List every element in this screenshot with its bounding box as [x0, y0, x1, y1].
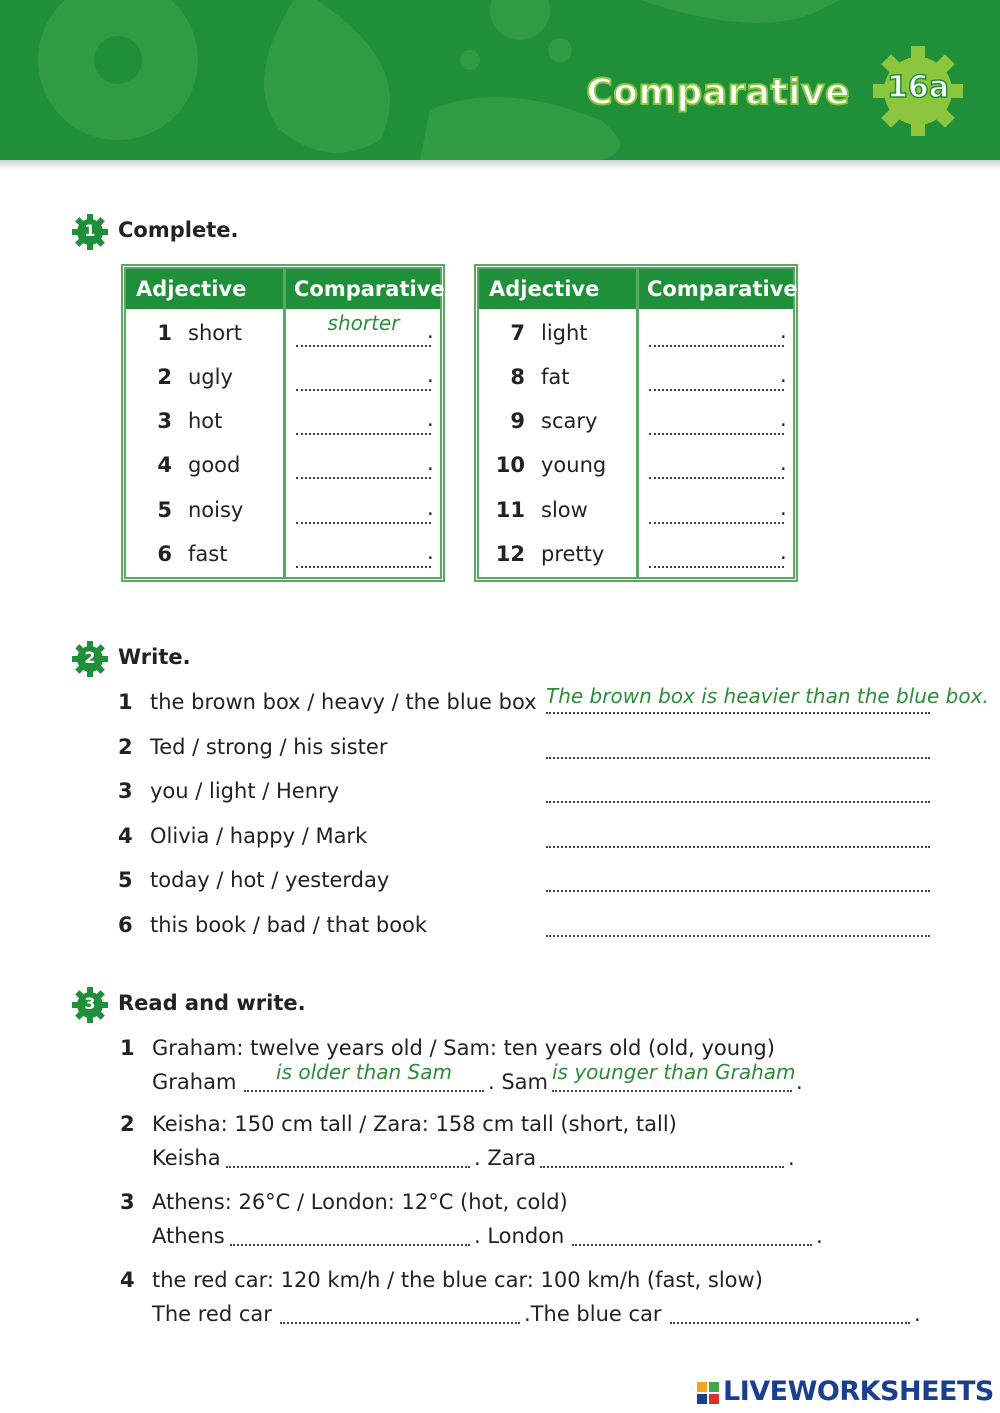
- adjective-word: hot: [188, 409, 223, 433]
- item-prompt: Olivia / happy / Mark: [150, 824, 368, 848]
- item-number: 1: [120, 1036, 135, 1060]
- answer-line[interactable]: [649, 512, 784, 524]
- write-item: [118, 913, 948, 947]
- subject-1: Keisha: [152, 1146, 221, 1170]
- item-prompt: Graham: twelve years old / Sam: ten years old (old, young): [152, 1036, 775, 1060]
- answer-2: is younger than Graham: [552, 1060, 796, 1084]
- row-number: 3: [157, 409, 172, 433]
- write-item: [118, 684, 989, 724]
- end-mark: .: [427, 363, 434, 387]
- row-number: 10: [495, 453, 525, 477]
- answer-line-1[interactable]: [226, 1166, 470, 1168]
- brand-name: LIVEWORKSHEETS: [723, 1376, 994, 1407]
- section-title: Write.: [118, 645, 191, 669]
- write-item: [118, 824, 948, 858]
- adjective-word: noisy: [188, 498, 244, 522]
- row-number: 6: [157, 542, 172, 566]
- unit-badge: [868, 46, 968, 136]
- end-mark: .: [780, 451, 787, 475]
- subject-1: The red car: [152, 1302, 272, 1326]
- item-prompt: today / hot / yesterday: [150, 868, 390, 892]
- column-header-adjective: Adjective: [126, 269, 284, 309]
- end-mark: .: [780, 496, 787, 520]
- row-number: 5: [157, 498, 172, 522]
- answer-line[interactable]: [546, 801, 930, 803]
- table-row: [126, 365, 440, 409]
- row-number: 4: [157, 453, 172, 477]
- table-row: [479, 409, 793, 453]
- end-mark: .: [427, 540, 434, 564]
- section-title: Read and write.: [118, 991, 306, 1015]
- answer-sentence: [152, 1060, 942, 1100]
- answer-line-2[interactable]: [670, 1322, 910, 1324]
- item-number: 2: [118, 735, 133, 759]
- subject-2: . Sam: [488, 1070, 549, 1094]
- subject-2: . Zara: [474, 1146, 537, 1170]
- answer-line[interactable]: [296, 335, 431, 347]
- answer-text: shorter: [327, 311, 400, 335]
- item-number: 6: [118, 913, 133, 937]
- answer-line[interactable]: [546, 757, 930, 759]
- table-row: [479, 453, 793, 497]
- row-number: 2: [157, 365, 172, 389]
- item-prompt: you / light / Henry: [150, 779, 340, 803]
- table-row: [126, 311, 440, 365]
- answer-line[interactable]: [296, 512, 431, 524]
- column-header-comparative: Comparative: [286, 269, 440, 309]
- end-mark: .: [427, 319, 434, 343]
- item-prompt: the red car: 120 km/h / the blue car: 100 km/h (fast, slow): [152, 1268, 763, 1292]
- write-item: [118, 779, 948, 813]
- answer-line-2[interactable]: [572, 1244, 812, 1246]
- adjective-word: light: [541, 321, 588, 345]
- answer-line[interactable]: [296, 467, 431, 479]
- table-row: [126, 498, 440, 542]
- end-mark: .: [427, 451, 434, 475]
- end-mark: .: [780, 363, 787, 387]
- table-row: [479, 498, 793, 542]
- end-mark: .: [914, 1302, 921, 1326]
- answer-line-2[interactable]: [540, 1166, 784, 1168]
- table-row: [479, 365, 793, 409]
- item-prompt: the brown box / heavy / the blue box: [150, 690, 537, 714]
- row-number: 7: [510, 321, 525, 345]
- adjective-word: ugly: [188, 365, 233, 389]
- item-number: 4: [118, 824, 133, 848]
- table-row: [479, 542, 793, 586]
- header-banner: [0, 0, 1000, 160]
- item-number: 2: [120, 1112, 135, 1136]
- table-row: [126, 453, 440, 497]
- answer-1: is older than Sam: [276, 1060, 452, 1084]
- end-mark: .: [427, 407, 434, 431]
- answer-line[interactable]: [546, 846, 930, 848]
- unit-number: 16a: [887, 70, 949, 105]
- answer-line[interactable]: [546, 890, 930, 892]
- item-number: 1: [118, 690, 133, 714]
- column-header-adjective: Adjective: [479, 269, 637, 309]
- end-mark: .: [796, 1070, 803, 1094]
- answer-line[interactable]: [649, 335, 784, 347]
- answer-sentence: [152, 1224, 942, 1254]
- column-header-comparative: Comparative: [639, 269, 793, 309]
- subject-2: .The blue car: [524, 1302, 662, 1326]
- adjective-word: scary: [541, 409, 598, 433]
- item-prompt: Ted / strong / his sister: [150, 735, 388, 759]
- item-prompt: Athens: 26°C / London: 12°C (hot, cold): [152, 1190, 568, 1214]
- end-mark: .: [427, 496, 434, 520]
- row-number: 12: [495, 542, 525, 566]
- end-mark: .: [780, 540, 787, 564]
- item-prompt: Keisha: 150 cm tall / Zara: 158 cm tall (short, tall): [152, 1112, 677, 1136]
- answer-sentence: [152, 1146, 942, 1176]
- subject-2: . London: [474, 1224, 565, 1248]
- adjective-word: young: [541, 453, 607, 477]
- item-number: 3: [120, 1190, 135, 1214]
- answer-line[interactable]: [649, 379, 784, 391]
- write-item: [118, 735, 948, 769]
- answer-line[interactable]: [546, 935, 930, 937]
- adjective-table-1: [121, 264, 445, 582]
- answer-line[interactable]: [296, 423, 431, 435]
- end-mark: .: [788, 1146, 795, 1170]
- adjective-word: slow: [541, 498, 588, 522]
- table-row: [126, 542, 440, 586]
- gear-pattern-decoration: [0, 0, 1000, 160]
- answer-text: The brown box is heavier than the blue box.: [546, 684, 989, 708]
- divider: [0, 160, 1000, 170]
- table-row: [479, 321, 793, 365]
- section-number: 2: [84, 648, 96, 667]
- adjective-table-2: [474, 264, 798, 582]
- adjective-word: pretty: [541, 542, 605, 566]
- answer-line-1[interactable]: [244, 1090, 484, 1092]
- page-title: Comparative: [586, 72, 850, 113]
- answer-line-2[interactable]: [552, 1090, 792, 1092]
- subject-1: Graham: [152, 1070, 237, 1094]
- row-number: 8: [510, 365, 525, 389]
- adjective-word: fast: [188, 542, 228, 566]
- row-number: 1: [157, 321, 172, 345]
- answer-line[interactable]: [649, 556, 784, 568]
- answer-line-1[interactable]: [280, 1322, 520, 1324]
- adjective-word: good: [188, 453, 241, 477]
- answer-sentence: [152, 1302, 942, 1332]
- section-number: 1: [84, 221, 96, 240]
- answer-line[interactable]: [296, 379, 431, 391]
- liveworksheets-icon: [697, 1382, 719, 1404]
- answer-line[interactable]: [649, 467, 784, 479]
- answer-line[interactable]: [649, 423, 784, 435]
- write-item: [118, 868, 948, 902]
- adjective-word: short: [188, 321, 242, 345]
- answer-line[interactable]: [296, 556, 431, 568]
- table-row: [126, 409, 440, 453]
- row-number: 11: [495, 498, 525, 522]
- item-number: 3: [118, 779, 133, 803]
- answer-line[interactable]: [546, 712, 930, 714]
- item-prompt: this book / bad / that book: [150, 913, 428, 937]
- end-mark: .: [780, 407, 787, 431]
- subject-1: Athens: [152, 1224, 225, 1248]
- item-number: 5: [118, 868, 133, 892]
- adjective-word: fat: [541, 365, 570, 389]
- row-number: 9: [510, 409, 525, 433]
- end-mark: .: [816, 1224, 823, 1248]
- item-number: 4: [120, 1268, 135, 1292]
- section-number: 3: [84, 994, 96, 1013]
- section-title: Complete.: [118, 218, 239, 242]
- end-mark: .: [780, 319, 787, 343]
- answer-line-1[interactable]: [230, 1244, 470, 1246]
